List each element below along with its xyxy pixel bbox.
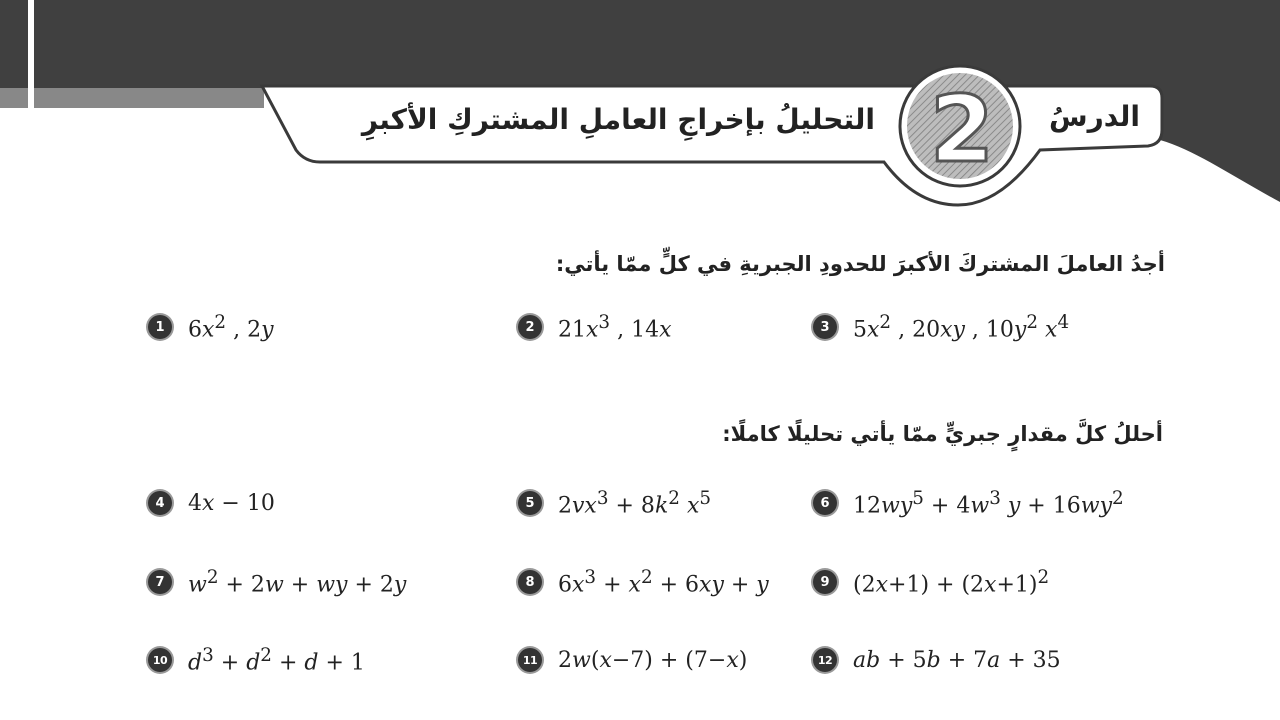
exercise-expression: $5x^2$ , 20xy , $10y^2$ $x^4$ [853,311,1070,343]
exercise-number-badge: 3 [813,315,837,339]
exercise-number-badge: 12 [813,648,837,672]
lesson-label: الدرسُ [1048,100,1140,133]
section2-instruction: أحللُ كلَّ مقدارٍ جبريٍّ ممّا يأتي تحليلًا كاملًا: [722,422,1163,446]
exercise-item [813,488,1124,518]
exercise-number-badge: 9 [813,570,837,594]
exercise-item [148,567,406,597]
exercise-expression: 2w(x−7) + (7−x) [558,647,748,673]
exercise-number-badge: 4 [148,491,172,515]
exercise-expression: $d^3 + d^2 + d + 1$ [188,644,365,676]
exercise-item [813,312,1069,342]
exercise-expression: $21x^3$ , 14x [558,311,672,343]
exercise-number-badge: 11 [518,648,542,672]
exercise-expression: $6x^3 + x^2 + 6xy + y$ [558,566,769,598]
exercise-expression: $12wy^5 + 4w^3$ $y + 16wy^2$ [853,487,1124,519]
exercise-item [148,312,274,342]
exercise-number-badge: 10 [148,648,172,672]
lesson-number: 2 [929,76,994,183]
exercise-number-badge: 1 [148,315,172,339]
exercise-item [518,488,711,518]
section1-instruction: أجدُ العاملَ المشتركَ الأكبرَ للحدودِ الجبريةِ في كلٍّ ممّا يأتي: [555,252,1165,276]
exercise-number-badge: 8 [518,570,542,594]
exercise-expression: $2vx^3 + 8k^2$ $x^5$ [558,487,712,519]
exercise-expression: $(2x+1) + (2x+1)^2$ [853,566,1050,598]
exercise-expression: $6x^2$ , 2y [188,311,274,343]
exercise-item [518,645,747,675]
exercise-item [518,312,672,342]
exercise-item [518,567,769,597]
exercise-item [813,645,1061,675]
exercise-item [148,645,365,675]
exercise-item [148,488,275,518]
exercise-expression: ab + 5b + 7a + 35 [853,647,1061,673]
exercise-number-badge: 5 [518,491,542,515]
exercise-number-badge: 6 [813,491,837,515]
exercise-number-badge: 2 [518,315,542,339]
exercise-expression: $w^2 + 2w$ + wy + 2y [188,566,407,598]
exercise-expression: 4x − 10 [188,490,275,516]
exercise-number-badge: 7 [148,570,172,594]
exercise-item [813,567,1049,597]
lesson-title: التحليلُ بإخراجِ العاملِ المشتركِ الأكبرِ [361,103,875,136]
